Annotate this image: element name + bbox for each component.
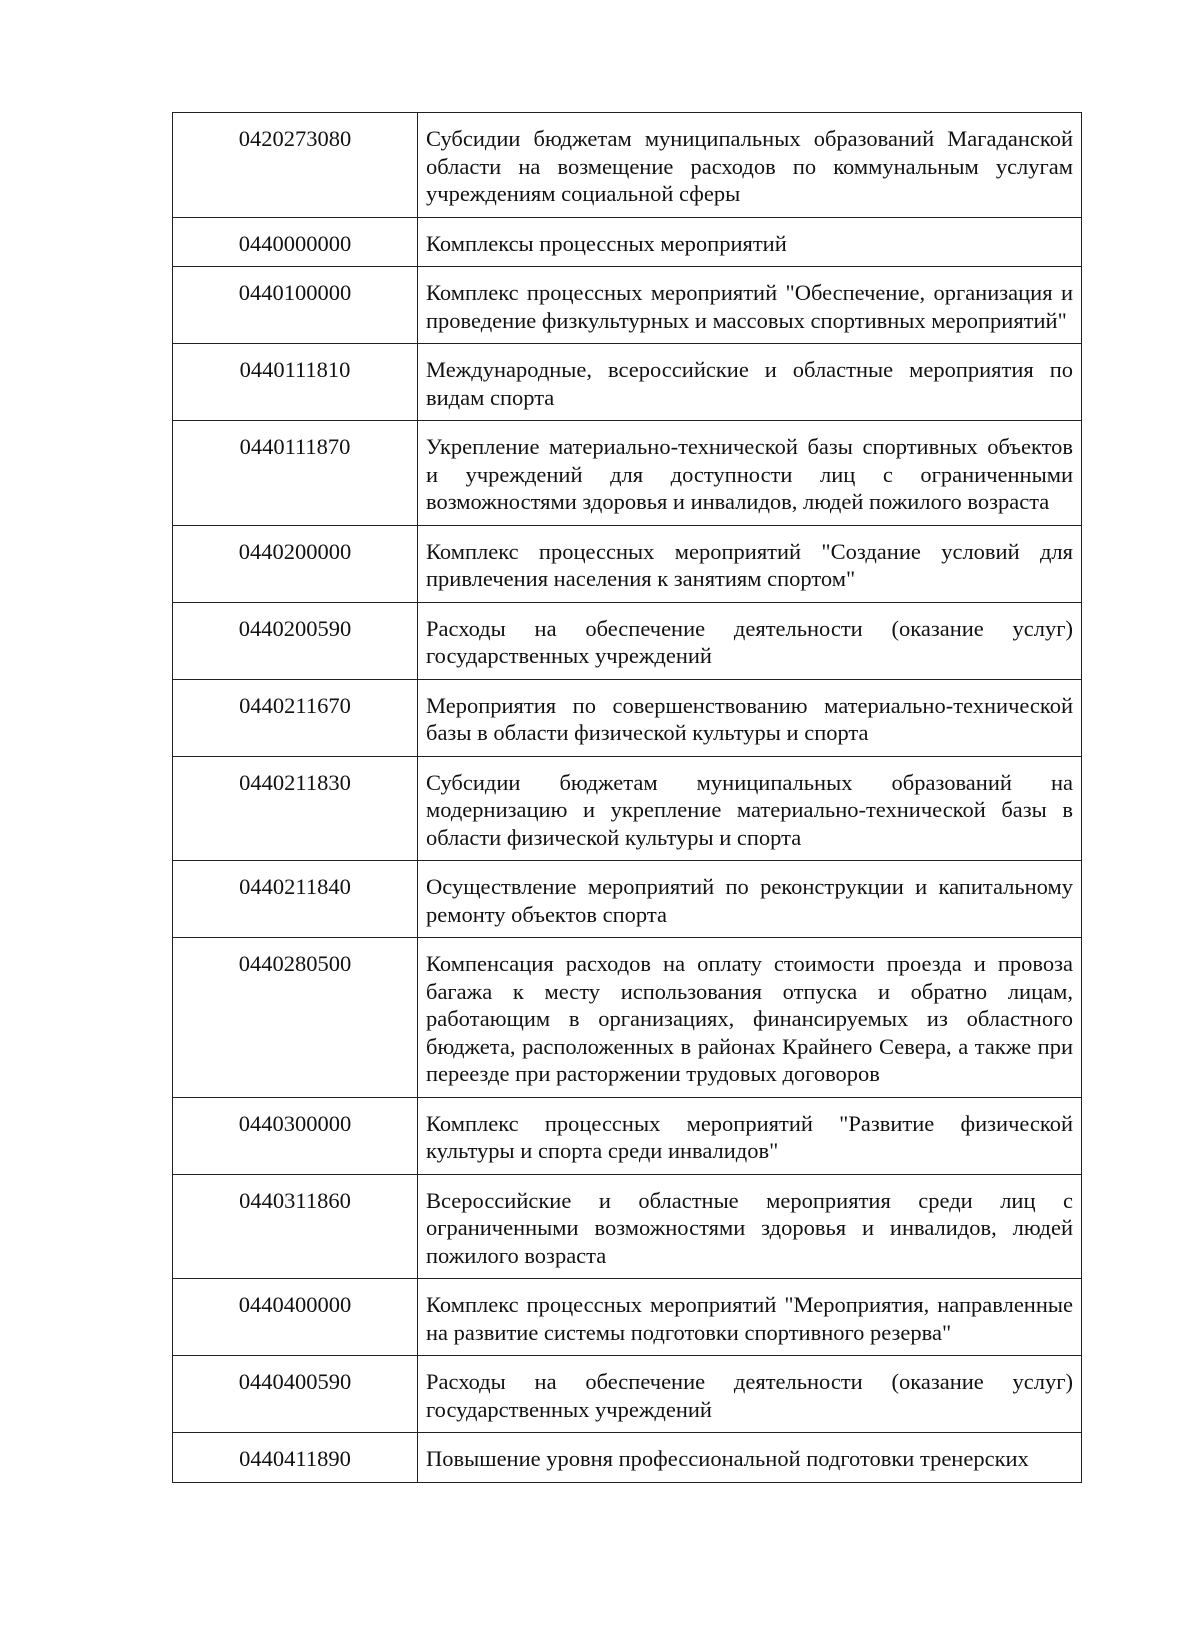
row-description: Компенсация расходов на оплату стоимости проезда и провоза багажа к месту использования отпуска и обратно лицам, работающим в организациях, финансируемых из областного бюджета, расположенных в районах Крайнего Севера, а также при переезде при расторжении трудовых договоров (418, 938, 1082, 1098)
row-code: 0440300000 (173, 1097, 418, 1174)
row-code: 0440211670 (173, 679, 418, 756)
table-row (173, 1356, 1082, 1433)
row-description: Мероприятия по совершенствованию материально-технической базы в области физической культуры и спорта (418, 679, 1082, 756)
row-code: 0440211840 (173, 861, 418, 938)
row-description: Комплекс процессных мероприятий "Развитие физической культуры и спорта среди инвалидов" (418, 1097, 1082, 1174)
table-row (173, 525, 1082, 602)
table-row (173, 679, 1082, 756)
row-code: 0420273080 (173, 113, 418, 218)
row-description: Расходы на обеспечение деятельности (оказание услуг) государственных учреждений (418, 1356, 1082, 1433)
table-row (173, 861, 1082, 938)
row-description: Укрепление материально-технической базы спортивных объектов и учреждений для доступности лиц с ограниченными возможностями здоровья и инвалидов, людей пожилого возраста (418, 421, 1082, 526)
row-description: Международные, всероссийские и областные мероприятия по видам спорта (418, 344, 1082, 421)
row-code: 0440111810 (173, 344, 418, 421)
row-code: 0440000000 (173, 217, 418, 267)
row-description: Всероссийские и областные мероприятия среди лиц с ограниченными возможностями здоровья и инвалидов, людей пожилого возраста (418, 1174, 1082, 1279)
table-row (173, 217, 1082, 267)
table-row (173, 1174, 1082, 1279)
row-code: 0440200000 (173, 525, 418, 602)
row-description: Субсидии бюджетам муниципальных образований на модернизацию и укрепление материально-технической базы в области физической культуры и спорта (418, 756, 1082, 861)
table-row (173, 113, 1082, 218)
table-row (173, 1433, 1082, 1483)
row-description: Осуществление мероприятий по реконструкции и капитальному ремонту объектов спорта (418, 861, 1082, 938)
row-description: Комплекс процессных мероприятий "Мероприятия, направленные на развитие системы подготовки спортивного резерва" (418, 1279, 1082, 1356)
row-code: 0440111870 (173, 421, 418, 526)
row-description: Субсидии бюджетам муниципальных образований Магаданской области на возмещение расходов по коммунальным услугам учреждениям социальной сферы (418, 113, 1082, 218)
table-row (173, 267, 1082, 344)
row-code: 0440280500 (173, 938, 418, 1098)
row-description: Повышение уровня профессиональной подготовки тренерских (418, 1433, 1082, 1483)
row-code: 0440311860 (173, 1174, 418, 1279)
table-row (173, 756, 1082, 861)
budget-classification-table (172, 112, 1082, 1483)
table-row (173, 344, 1082, 421)
row-description: Расходы на обеспечение деятельности (оказание услуг) государственных учреждений (418, 602, 1082, 679)
row-code: 0440100000 (173, 267, 418, 344)
row-code: 0440400590 (173, 1356, 418, 1433)
table-row (173, 1279, 1082, 1356)
table-row (173, 421, 1082, 526)
row-code: 0440211830 (173, 756, 418, 861)
table-row (173, 1097, 1082, 1174)
row-description: Комплекс процессных мероприятий "Обеспечение, организация и проведение физкультурных и массовых спортивных мероприятий" (418, 267, 1082, 344)
row-code: 0440411890 (173, 1433, 418, 1483)
row-code: 0440400000 (173, 1279, 418, 1356)
row-code: 0440200590 (173, 602, 418, 679)
table-row (173, 602, 1082, 679)
table-row (173, 938, 1082, 1098)
row-description: Комплексы процессных мероприятий (418, 217, 1082, 267)
row-description: Комплекс процессных мероприятий "Создание условий для привлечения населения к занятиям спортом" (418, 525, 1082, 602)
